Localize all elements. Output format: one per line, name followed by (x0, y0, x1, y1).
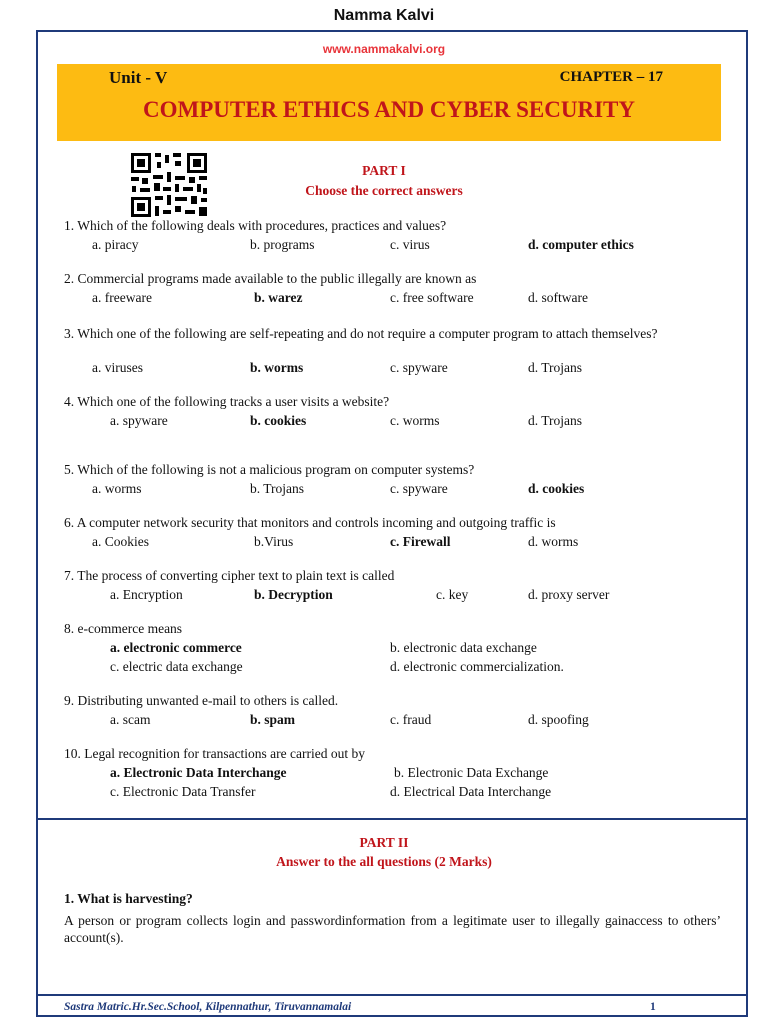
q8-option-d: d. electronic commercialization. (390, 659, 564, 674)
q4-option-a: a. spyware (110, 413, 168, 428)
question-8: 8. e-commerce means (64, 621, 183, 636)
q5-option-c: c. spyware (390, 481, 448, 496)
part2-subheading: Answer to the all questions (2 Marks) (276, 854, 492, 869)
q2-option-d: d. software (528, 290, 588, 305)
site-title: Namma Kalvi (333, 7, 435, 24)
part1-heading: PART I (362, 163, 406, 178)
question-5: 5. Which of the following is not a malicious program on computer systems? (64, 462, 475, 477)
page-number: 1 (650, 1001, 656, 1013)
site-url-link[interactable]: www.nammakalvi.org (322, 42, 446, 56)
q10-option-a-answer: a. Electronic Data Interchange (110, 765, 287, 780)
q3-option-b-answer: b. worms (250, 360, 304, 375)
q7-option-c: c. key (436, 587, 469, 602)
q6-option-d: d. worms (528, 534, 579, 549)
q3-option-c: c. spyware (390, 360, 448, 375)
chapter-label: CHAPTER – 17 (559, 69, 663, 85)
q6-option-a: a. Cookies (92, 534, 149, 549)
q9-option-b-answer: b. spam (250, 712, 296, 727)
q8-option-a-answer: a. electronic commerce (110, 640, 242, 655)
q1-option-d-answer: d. computer ethics (528, 237, 634, 252)
q2-option-b-answer: b. warez (254, 290, 303, 305)
q10-option-b: b. Electronic Data Exchange (394, 765, 549, 780)
part1-subheading: Choose the correct answers (305, 183, 463, 198)
question-7: 7. The process of converting cipher text to plain text is called (64, 568, 395, 583)
q8-option-c: c. electric data exchange (110, 659, 243, 674)
q6-option-b: b.Virus (254, 534, 294, 549)
part2-heading: PART II (359, 835, 409, 850)
chapter-banner (57, 64, 721, 141)
q5-option-a: a. worms (92, 481, 142, 496)
question-3: 3. Which one of the following are self-repeating and do not require a computer program to attach themselves? (64, 326, 658, 341)
q7-option-a: a. Encryption (110, 587, 183, 602)
q10-option-d: d. Electrical Data Interchange (390, 784, 552, 799)
q9-option-c: c. fraud (390, 712, 432, 727)
q5-option-d-answer: d. cookies (528, 481, 585, 496)
q4-option-c: c. worms (390, 413, 440, 428)
q7-option-d: d. proxy server (528, 587, 610, 602)
part2-answer-1: A person or program collects login and passwordinformation from a legitimate user to illegally gainaccess to others’ account(s). (64, 913, 721, 945)
q3-option-d: d. Trojans (528, 360, 583, 375)
q2-option-c: c. free software (390, 290, 474, 305)
q5-option-b: b. Trojans (250, 481, 305, 496)
q7-option-b-answer: b. Decryption (254, 587, 333, 602)
q4-option-d: d. Trojans (528, 413, 583, 428)
q8-option-b: b. electronic data exchange (390, 640, 537, 655)
q9-option-a: a. scam (110, 712, 151, 727)
question-6: 6. A computer network security that monitors and controls incoming and outgoing traffic is (64, 515, 556, 530)
question-1: 1. Which of the following deals with procedures, practices and values? (64, 218, 447, 233)
q10-option-c: c. Electronic Data Transfer (110, 784, 256, 799)
q1-option-a: a. piracy (92, 237, 139, 252)
q1-option-b: b. programs (250, 237, 315, 252)
footer-school: Sastra Matric.Hr.Sec.School, Kilpennathur, Tiruvannamalai (64, 1001, 352, 1013)
q6-option-c-answer: c. Firewall (390, 534, 451, 549)
q2-option-a: a. freeware (92, 290, 152, 305)
footer-divider (36, 994, 748, 996)
unit-label: Unit - V (109, 68, 168, 87)
question-9: 9. Distributing unwanted e-mail to others is called. (64, 693, 339, 708)
part2-question-1: 1. What is harvesting? (64, 891, 193, 906)
question-4: 4. Which one of the following tracks a user visits a website? (64, 394, 390, 409)
q1-option-c: c. virus (390, 237, 430, 252)
q9-option-d: d. spoofing (528, 712, 589, 727)
section-divider (36, 818, 748, 820)
chapter-title: COMPUTER ETHICS AND CYBER SECURITY (142, 97, 636, 122)
question-10: 10. Legal recognition for transactions are carried out by (64, 746, 366, 761)
q4-option-b-answer: b. cookies (250, 413, 307, 428)
question-2: 2. Commercial programs made available to the public illegally are known as (64, 271, 477, 286)
q3-option-a: a. viruses (92, 360, 143, 375)
